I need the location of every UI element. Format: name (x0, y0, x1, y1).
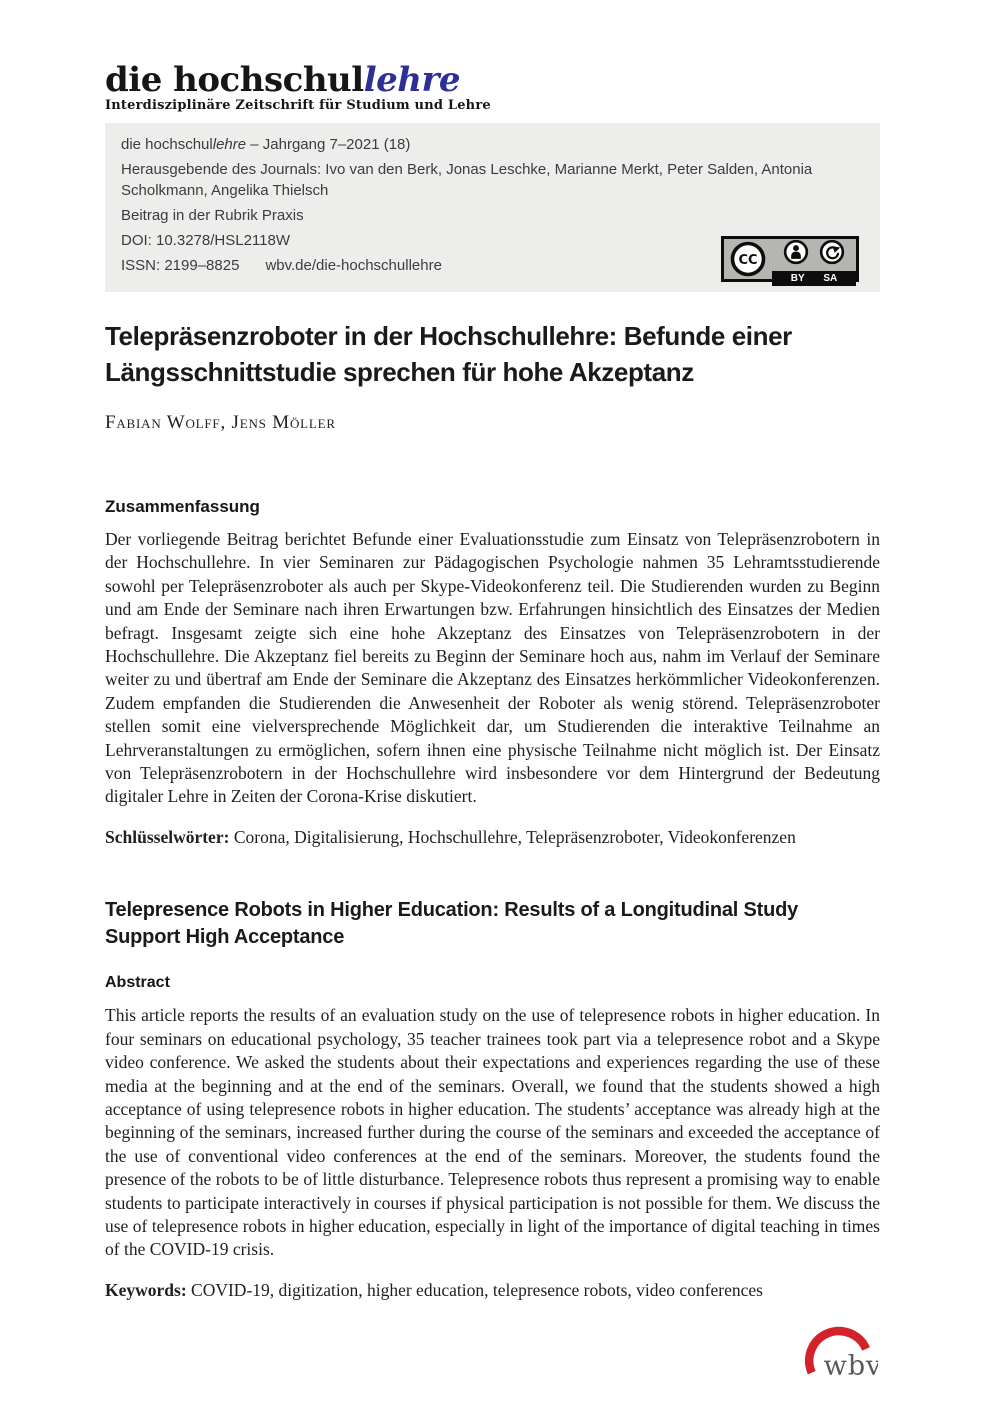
issue-line (121, 134, 864, 155)
keywords-en-text: COVID-19, digitization, higher education, telepresence robots, video conferences (191, 1280, 763, 1301)
keywords-en-label: Keywords: (105, 1280, 187, 1301)
wbv-publisher-logo (793, 1320, 878, 1382)
keywords-en-line (105, 1279, 880, 1302)
cc-by-person-icon (783, 239, 809, 271)
journal-logo-title (105, 62, 880, 98)
issue-journal-name-italic: lehre (212, 136, 247, 153)
cc-by-sa-badge[interactable] (721, 236, 859, 282)
keywords-de-text: Corona, Digitalisierung, Hochschullehre, Telepräsenzroboter, Videokonferenzen (233, 827, 796, 848)
rubric-line: Beitrag in der Rubrik Praxis (121, 207, 304, 224)
journal-tagline: Interdisziplinäre Zeitschrift für Studium und Lehre (105, 98, 491, 113)
cc-sa-label: SA (823, 273, 838, 284)
article-title-de (105, 318, 880, 390)
article-title-en-line2: Support High Acceptance (105, 926, 345, 949)
keywords-de-label: Schlüsselwörter: (105, 827, 230, 848)
metadata-box (105, 123, 880, 292)
journal-url-link[interactable]: wbv.de/die-hochschullehre (265, 257, 442, 274)
article-title-de-line2: Längsschnittstudie sprechen für hohe Akzeptanz (105, 357, 694, 387)
cc-labels-strip (772, 271, 856, 286)
wbv-text: wbv (823, 1350, 878, 1382)
keywords-de-line (105, 826, 880, 849)
doi-line: DOI: 10.3278/HSL2118W (121, 232, 290, 249)
cc-sa-arrow-icon (819, 239, 845, 271)
journal-logo-accent: lehre (363, 60, 460, 100)
cc-icon (724, 239, 772, 279)
editors-line: Herausgebende des Journals: Ivo van den Berk, Jonas Leschke, Marianne Merkt, Peter Salden, Antonia Scholkmann, Angelika Thielsch (121, 161, 813, 199)
abstract-en-text: This article reports the results of an evaluation study on the use of telepresence robots in higher education. In four seminars on educational psychology, 35 teacher trainees took part via a telepresence robot and a Skype video conference. We asked the students about their expectations and experiences regarding the use of these media at the beginning and at the end of the seminars. Overall, we found that the students showed a high acceptance of using telepresence robots in higher education. The students’ acceptance was already high at the beginning of the seminars, increased further during the course of the seminars and exceeded the acceptance of the use of conventional video conferences at the end of the seminars. Moreover, the students found the presence of the robots to be of little disturbance. Telepresence robots thus represent a promising way to enable students to participate interactively in courses if physical participation is not possible for them. We discuss the use of telepresence robots in higher education, especially in light of the importance of digital teaching in times of the COVID-19 crisis. (105, 1005, 880, 1260)
cc-badge-right (772, 239, 856, 284)
article-title-en (105, 897, 880, 951)
authors-line: Fabian Wolff, Jens Möller (105, 412, 336, 433)
article-title-en-line1: Telepresence Robots in Higher Education: Results of a Longitudinal Study (105, 899, 799, 922)
abstract-en-heading: Abstract (105, 974, 170, 992)
journal-logo (105, 0, 880, 113)
issue-volume: – Jahrgang 7–2021 (18) (246, 136, 411, 153)
cc-by-label: BY (790, 273, 805, 284)
issn-value: ISSN: 2199–8825 (121, 257, 240, 274)
svg-text:CC: CC (738, 253, 758, 268)
journal-logo-main: die hochschul (105, 60, 364, 100)
issue-journal-name: die hochschul (121, 136, 213, 153)
article-title-de-line1: Telepräsenzroboter in der Hochschullehre: Befunde einer (105, 321, 792, 351)
abstract-de-heading: Zusammenfassung (105, 497, 260, 516)
abstract-de-text: Der vorliegende Beitrag berichtet Befunde einer Evaluationsstudie zum Einsatz von Telepräsenzrobotern in der Hochschullehre. In vier Seminaren zur Pädagogischen Psychologie nahmen 35 Lehramtsstudierende sowohl per Telepräsenzroboter als auch per Skype-Videokonferenz teil. Die Studierenden wurden zu Beginn und am Ende der Seminare nach ihren Erwartungen bzw. Erfahrungen hinsichtlich des Einsatzes der Medien befragt. Insgesamt zeigte sich eine hohe Akzeptanz des Einsatzes von Telepräsenzrobotern in der Hochschullehre. Die Akzeptanz fiel bereits zu Beginn der Seminare hoch aus, nahm im Verlauf der Seminare weiter zu und übertraf am Ende der Seminare die Akzeptanz des Einsatzes herkömmlicher Videokonferenzen. Zudem empfanden die Studierenden die Anwesenheit der Roboter als wenig störend. Telepräsenzroboter stellen somit eine vielversprechende Möglichkeit dar, um Studierenden die interaktive Teilnahme an Lehrveranstaltungen zu ermöglichen, sofern ihnen eine physische Teilnahme nicht möglich ist. Der Einsatz von Telepräsenzrobotern in der Hochschullehre wird insbesondere vor dem Hintergrund der Bedeutung digitaler Lehre in Zeiten der Corona-Krise diskutiert. (105, 529, 880, 807)
